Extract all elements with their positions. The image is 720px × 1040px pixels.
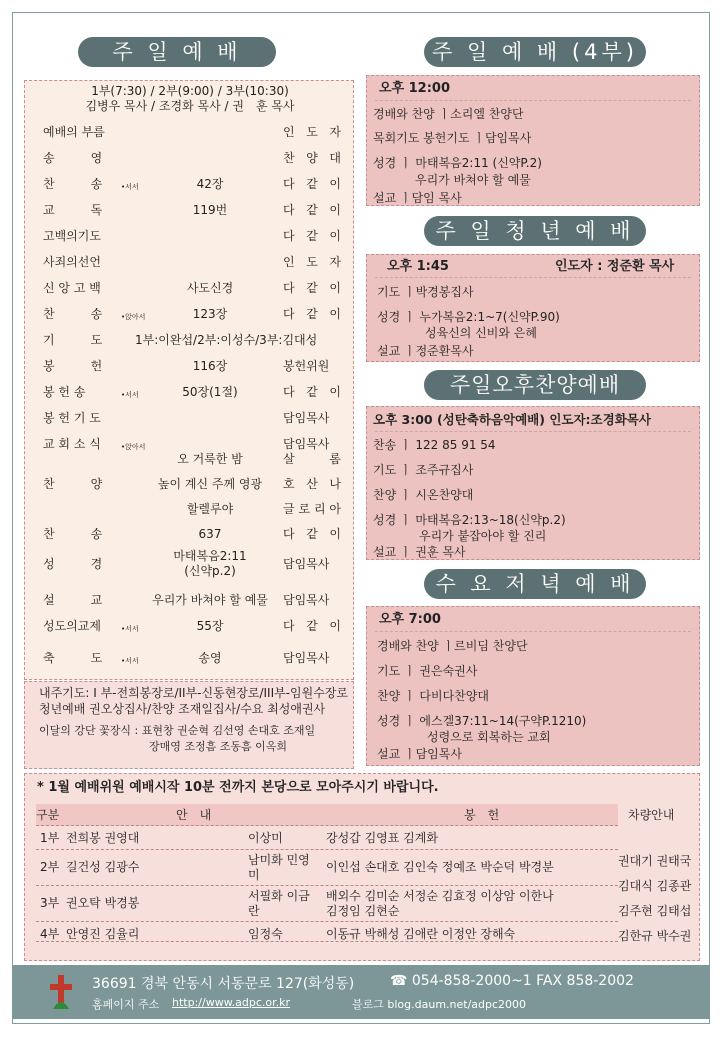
youth-service-title: 주 일 청 년 예 배 (424, 216, 646, 246)
row-offering-2: 배외수 김미순 서정순 김효정 이상암 이한나 (326, 889, 554, 903)
wednesday-time: 오후 7:00 (379, 612, 441, 627)
order-name: 신 앙 고 백 (43, 281, 101, 295)
preachers: 김병우 목사 / 조경화 목사 / 권 훈 목사 (85, 99, 295, 113)
order-name: 사죄의선언 (43, 255, 101, 269)
order-item: (신약p.2) (184, 564, 236, 578)
order-name: 축 도 (43, 651, 103, 665)
order-name: 교 독 (43, 203, 103, 217)
order-leader: 다 같 이 (283, 527, 341, 541)
order-mark: •서서 (121, 391, 139, 399)
order-leader: 담임목사 (283, 593, 330, 607)
sunday-service-title: 주 일 예 배 (78, 37, 276, 67)
order-item: 116장 (192, 359, 228, 373)
car-guide: 김주현 김태섭 (618, 904, 692, 918)
flowers-line-1: 이달의 강단 꽃장식 : 표현창 권순혁 김선영 손대호 조재일 (39, 724, 316, 737)
order-name: 기 도 (43, 333, 103, 347)
row-offering-2: 이인섭 손대호 김인숙 정예조 박순덕 박경분 (326, 860, 554, 874)
row-guide: 안영진 김율리 (66, 927, 140, 941)
order-item: 637 (198, 527, 222, 541)
service4-line: 목회기도 봉헌기도 ㅣ담임목사 (373, 131, 532, 145)
row-guide: 전희봉 권영대 (66, 831, 140, 845)
anthem-item: 높이 계신 주께 영광 (157, 477, 263, 491)
table-row (36, 850, 618, 886)
order-leader: 봉헌위원 (283, 359, 330, 373)
youth-time: 오후 1:45 (387, 259, 449, 274)
car-guide: 김한규 박수권 (618, 929, 692, 943)
wednesday-line: 경배와 찬양 ㅣ르비딤 찬양단 (377, 639, 528, 653)
anthem-leader: 호 산 나 (283, 477, 341, 491)
afternoon-line: 우리가 붙잡아야 할 진리 (419, 529, 547, 543)
youth-line: 성경 ㅣ 누가복음2:1~7(신약P.90) (377, 310, 560, 324)
order-item: 마태복음2:11 (173, 549, 247, 563)
church-logo-icon (50, 975, 72, 1009)
order-leader: 인 도 자 (283, 125, 341, 139)
order-name: 봉 헌 기 도 (43, 411, 101, 425)
anthem-leader: 살 롬 (283, 452, 341, 466)
order-leader: 인 도 자 (283, 255, 341, 269)
order-name: 송 영 (43, 151, 103, 165)
wednesday-line: 기도 ㅣ 권은숙권사 (377, 664, 478, 678)
blog-address: 블로그 blog.daum.net/adpc2000 (352, 998, 527, 1011)
notes-panel (24, 681, 354, 769)
service-times: 1부(7:30) / 2부(9:00) / 3부(10:30) (91, 84, 289, 98)
car-guide: 권대기 권태국 (618, 854, 692, 868)
wednesday-panel (366, 606, 700, 766)
anthem-item: 오 거룩한 밤 (177, 452, 243, 466)
church-address: 36691 경북 안동시 서동문로 127(화성동) (92, 976, 355, 992)
afternoon-panel (366, 406, 700, 560)
order-leader: 다 같 이 (283, 177, 341, 191)
row-part: 3부 (40, 896, 60, 910)
committee-title: * 1월 예배위원 예배시작 10분 전까지 본당으로 모아주시기 바랍니다. (37, 780, 439, 795)
wednesday-line: 설교 ㅣ담임목사 (377, 747, 462, 761)
order-leader: 담임목사 (283, 411, 330, 425)
order-mark: •서서 (121, 625, 139, 633)
homepage-label: 홈페이지 주소 (92, 998, 160, 1011)
footer (12, 965, 710, 1019)
row-guide: 권오탁 박경봉 (66, 896, 140, 910)
table-row (36, 826, 618, 850)
table-row (36, 886, 618, 922)
flowers-line-2: 장매영 조정흠 조동흠 이옥희 (149, 740, 288, 753)
row-offering-1: 이상미 (248, 831, 283, 845)
order-item: 송영 (198, 651, 222, 665)
header-part: 구분 (36, 808, 60, 822)
order-leader: 담임목사 (283, 437, 330, 451)
afternoon-time: 오후 3:00 (성탄축하음악예배) 인도자:조경화목사 (373, 412, 651, 427)
order-name: 설 교 (43, 593, 103, 607)
afternoon-line: 설교 ㅣ 권훈 목사 (373, 545, 466, 559)
row-guide: 길건성 김광수 (66, 860, 140, 874)
header-offering: 봉 헌 (464, 808, 500, 822)
youth-leader: 인도자 : 정준환 목사 (555, 259, 675, 274)
order-name: 찬 송 (43, 527, 103, 541)
order-item: 1부:이완섭/2부:이성수/3부:김대성 (135, 333, 318, 347)
sunday-order-panel (24, 80, 354, 680)
order-item: 42장 (196, 177, 224, 191)
note-line-1: 내주기도: I 부-전희봉장로/II부-신동현장로/III부-임원수장로 (39, 686, 349, 700)
committee-table (36, 804, 694, 960)
order-name: 봉 헌 (43, 359, 103, 373)
order-name: 찬 송 (43, 177, 103, 191)
order-leader: 다 같 이 (283, 281, 341, 295)
order-mark: •서서 (121, 657, 139, 665)
order-name: 성도의교제 (43, 619, 101, 633)
order-name: 예배의 부름 (43, 125, 105, 139)
homepage-link[interactable]: http://www.adpc.or.kr (172, 996, 291, 1009)
row-part: 2부 (40, 860, 60, 874)
wednesday-line: 찬양 ㅣ 다비다찬양대 (377, 689, 489, 703)
row-part: 4부 (40, 927, 60, 941)
youth-line: 설교 ㅣ정준환목사 (377, 344, 474, 358)
order-leader: 다 같 이 (283, 203, 341, 217)
order-leader: 다 같 이 (283, 385, 341, 399)
row-offering-2: 이동규 박해성 김애란 이정안 장해숙 (326, 927, 516, 941)
youth-line: 성육신의 신비와 은혜 (425, 326, 537, 340)
order-name: 고백의기도 (43, 229, 101, 243)
order-item: 123장 (192, 307, 228, 321)
wednesday-service-title: 수 요 저 녁 예 배 (424, 569, 646, 599)
header-guide: 안 내 (176, 808, 212, 822)
row-offering-1: 남미화 민영 (248, 853, 310, 867)
order-name: 교 회 소 식 (43, 437, 101, 451)
car-guide: 김대식 김종관 (618, 879, 692, 893)
order-leader: 다 같 이 (283, 229, 341, 243)
order-item: 사도신경 (186, 281, 234, 295)
order-leader: 다 같 이 (283, 619, 341, 633)
order-leader: 찬 양 대 (283, 151, 341, 165)
anthem-name: 찬 양 (43, 477, 103, 491)
order-name: 찬 송 (43, 307, 103, 321)
order-item: 119번 (192, 203, 228, 217)
service4-time: 오후 12:00 (379, 81, 451, 96)
wednesday-line: 성령으로 회복하는 교회 (427, 730, 551, 744)
header-car: 차량안내 (628, 808, 675, 822)
order-leader: 다 같 이 (283, 307, 341, 321)
afternoon-line: 찬양 ㅣ 시온찬양대 (373, 488, 474, 502)
order-item: 55장 (196, 619, 224, 633)
order-name: 성 경 (43, 557, 103, 571)
service4-line: 경배와 찬양 ㅣ소리엘 찬양단 (373, 107, 524, 121)
order-item: 50장(1절) (182, 385, 238, 399)
row-offering-1: 미 (248, 868, 260, 882)
row-offering-1: 서필화 이금 (248, 889, 310, 903)
service4-panel (366, 75, 700, 206)
afternoon-service-title: 주일오후찬양예배 (424, 370, 646, 400)
order-leader: 담임목사 (283, 651, 330, 665)
row-offering-2: 김정임 김현순 (326, 904, 400, 918)
order-leader: 담임목사 (283, 557, 330, 571)
order-mark: •서서 (121, 183, 139, 191)
order-item: 우리가 바쳐야 할 예물 (152, 593, 268, 607)
service4-title: 주 일 예 배 (4부) (424, 37, 646, 67)
afternoon-line: 찬송 ㅣ 122 85 91 54 (373, 438, 496, 452)
row-part: 1부 (40, 831, 60, 845)
row-offering-2: 강성갑 김영표 김계화 (326, 831, 438, 845)
church-phone: ☎ 054-858-2000~1 FAX 858-2002 (390, 973, 634, 989)
row-offering-1: 란 (248, 904, 260, 918)
service4-line: 설교 ㅣ담임 목사 (373, 191, 462, 205)
youth-panel (366, 254, 700, 362)
anthem-item: 할렐루야 (186, 502, 234, 516)
service4-line: 우리가 바쳐야 할 예물 (415, 173, 531, 187)
order-mark: •앉아서 (121, 313, 146, 321)
service4-line: 성경 ㅣ 마태복음2:11 (신약P.2) (373, 156, 542, 170)
afternoon-line: 성경 ㅣ 마태복음2:13~18(신약p.2) (373, 513, 566, 527)
order-name: 봉 헌 송 (43, 385, 86, 399)
order-mark: •앉아서 (121, 443, 146, 451)
note-line-2: 청년예배 권오상집사/찬양 조재일집사/수요 최성애권사 (39, 702, 326, 716)
wednesday-line: 성경 ㅣ 에스겔37:11~14(구약P.1210) (377, 714, 587, 728)
youth-line: 기도 ㅣ박경봉집사 (377, 285, 474, 299)
row-offering-1: 임정숙 (248, 927, 283, 941)
afternoon-line: 기도 ㅣ 조주규집사 (373, 463, 474, 477)
table-row (36, 922, 618, 942)
anthem-leader: 글 로 리 아 (283, 502, 341, 516)
